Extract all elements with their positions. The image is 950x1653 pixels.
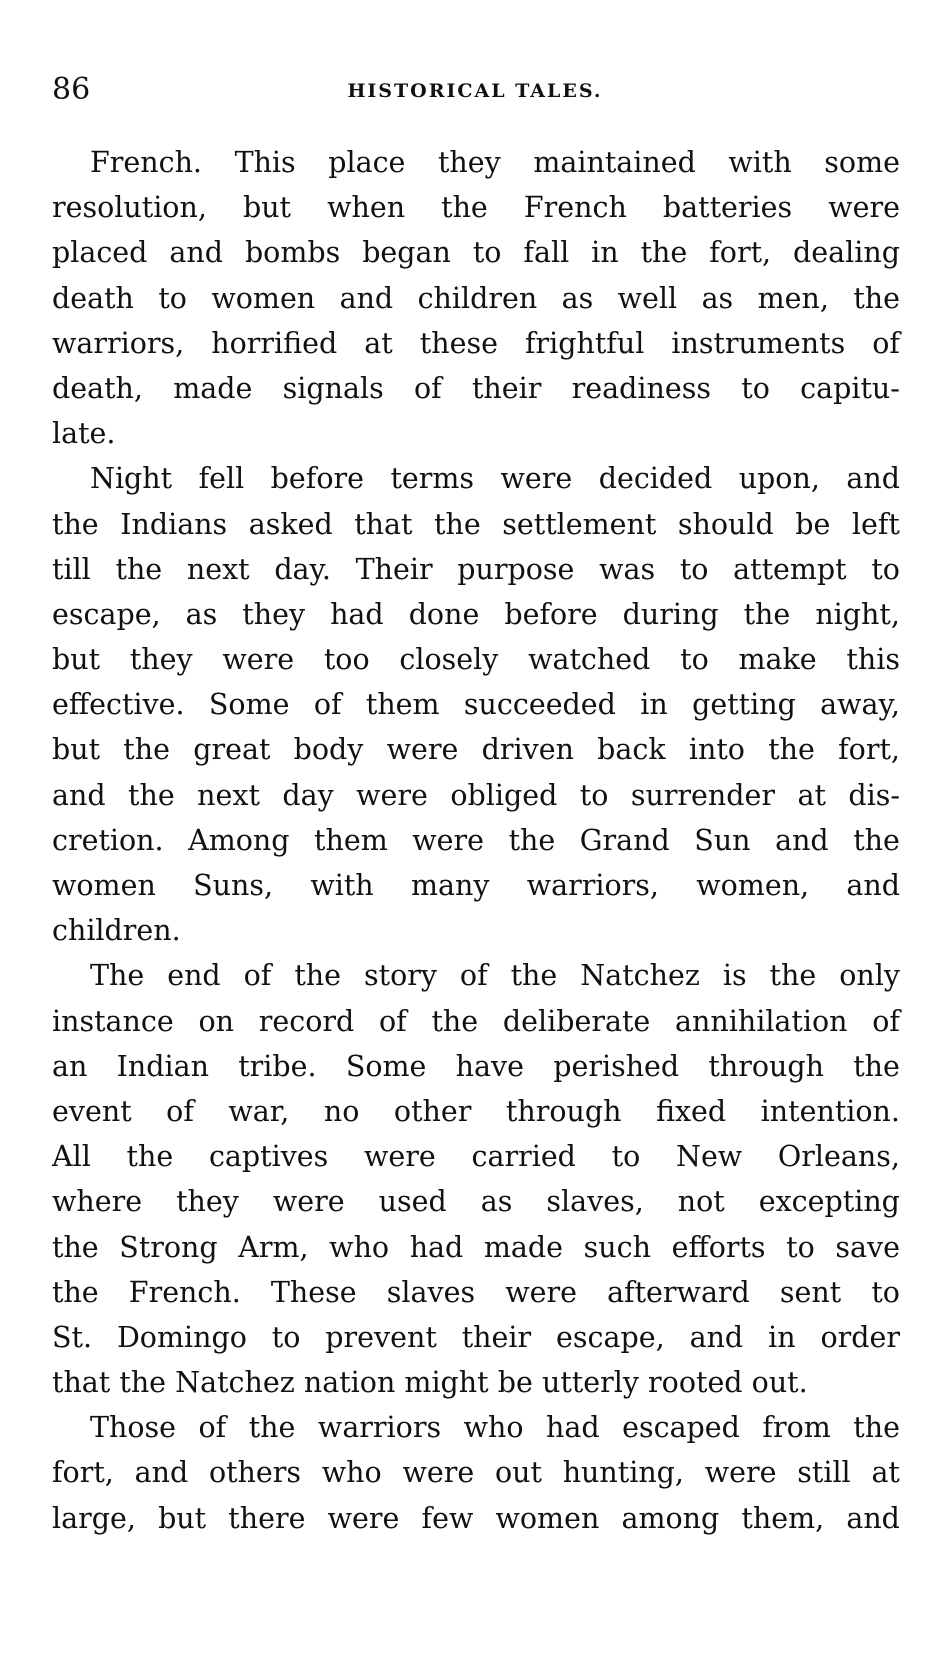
text-line: Those of the warriors who had escaped from the: [90, 1411, 900, 1445]
paragraph: [52, 953, 900, 1405]
text-line: the Indians asked that the settlement should be left: [52, 507, 900, 541]
paragraph: [52, 456, 900, 953]
text-line: children.: [52, 914, 181, 948]
page-number: 86: [52, 72, 91, 107]
text-line: event of war, no other through fixed intention.: [52, 1094, 900, 1128]
text-line: and the next day were obliged to surrender at dis-: [52, 778, 900, 812]
text-line: an Indian tribe. Some have perished through the: [52, 1049, 900, 1083]
text-line: instance on record of the deliberate annihilation of: [52, 1004, 900, 1038]
text-line: The end of the story of the Natchez is the only: [90, 959, 900, 993]
text-line: resolution, but when the French batteries were: [52, 191, 900, 225]
text-line: where they were used as slaves, not excepting: [52, 1185, 900, 1219]
text-line: fort, and others who were out hunting, were still at: [52, 1456, 900, 1490]
running-title: HISTORICAL TALES.: [347, 80, 603, 102]
text-line: that the Natchez nation might be utterly rooted out.: [52, 1366, 808, 1400]
text-line: death to women and children as well as men, the: [52, 281, 900, 315]
text-line: late.: [52, 417, 116, 451]
text-line: but the great body were driven back into the fort,: [52, 733, 900, 767]
text-line: French. This place they maintained with some: [90, 146, 900, 179]
paragraph: [52, 140, 900, 456]
body-text: [52, 140, 900, 1541]
text-line: Night fell before terms were decided upon, and: [90, 462, 900, 496]
text-line: All the captives were carried to New Orleans,: [52, 1140, 900, 1174]
text-line: large, but there were few women among them, and: [52, 1501, 900, 1535]
text-line: death, made signals of their readiness to capitu-: [52, 371, 900, 405]
text-line: effective. Some of them succeeded in getting away,: [52, 688, 900, 722]
text-line: cretion. Among them were the Grand Sun and the: [52, 823, 900, 857]
text-line: warriors, horrified at these frightful instruments of: [52, 326, 900, 360]
text-line: St. Domingo to prevent their escape, and in order: [52, 1320, 900, 1354]
page-header: [52, 72, 898, 112]
text-line: the Strong Arm, who had made such efforts to save: [52, 1230, 900, 1264]
paragraph: [52, 1405, 900, 1541]
text-line: placed and bombs began to fall in the fort, dealing: [52, 236, 900, 270]
text-line: escape, as they had done before during the night,: [52, 597, 900, 631]
text-line: but they were too closely watched to make this: [52, 643, 900, 677]
text-line: women Suns, with many warriors, women, and: [52, 869, 900, 902]
text-line: till the next day. Their purpose was to attempt to: [52, 552, 900, 586]
text-line: the French. These slaves were afterward sent to: [52, 1275, 900, 1309]
